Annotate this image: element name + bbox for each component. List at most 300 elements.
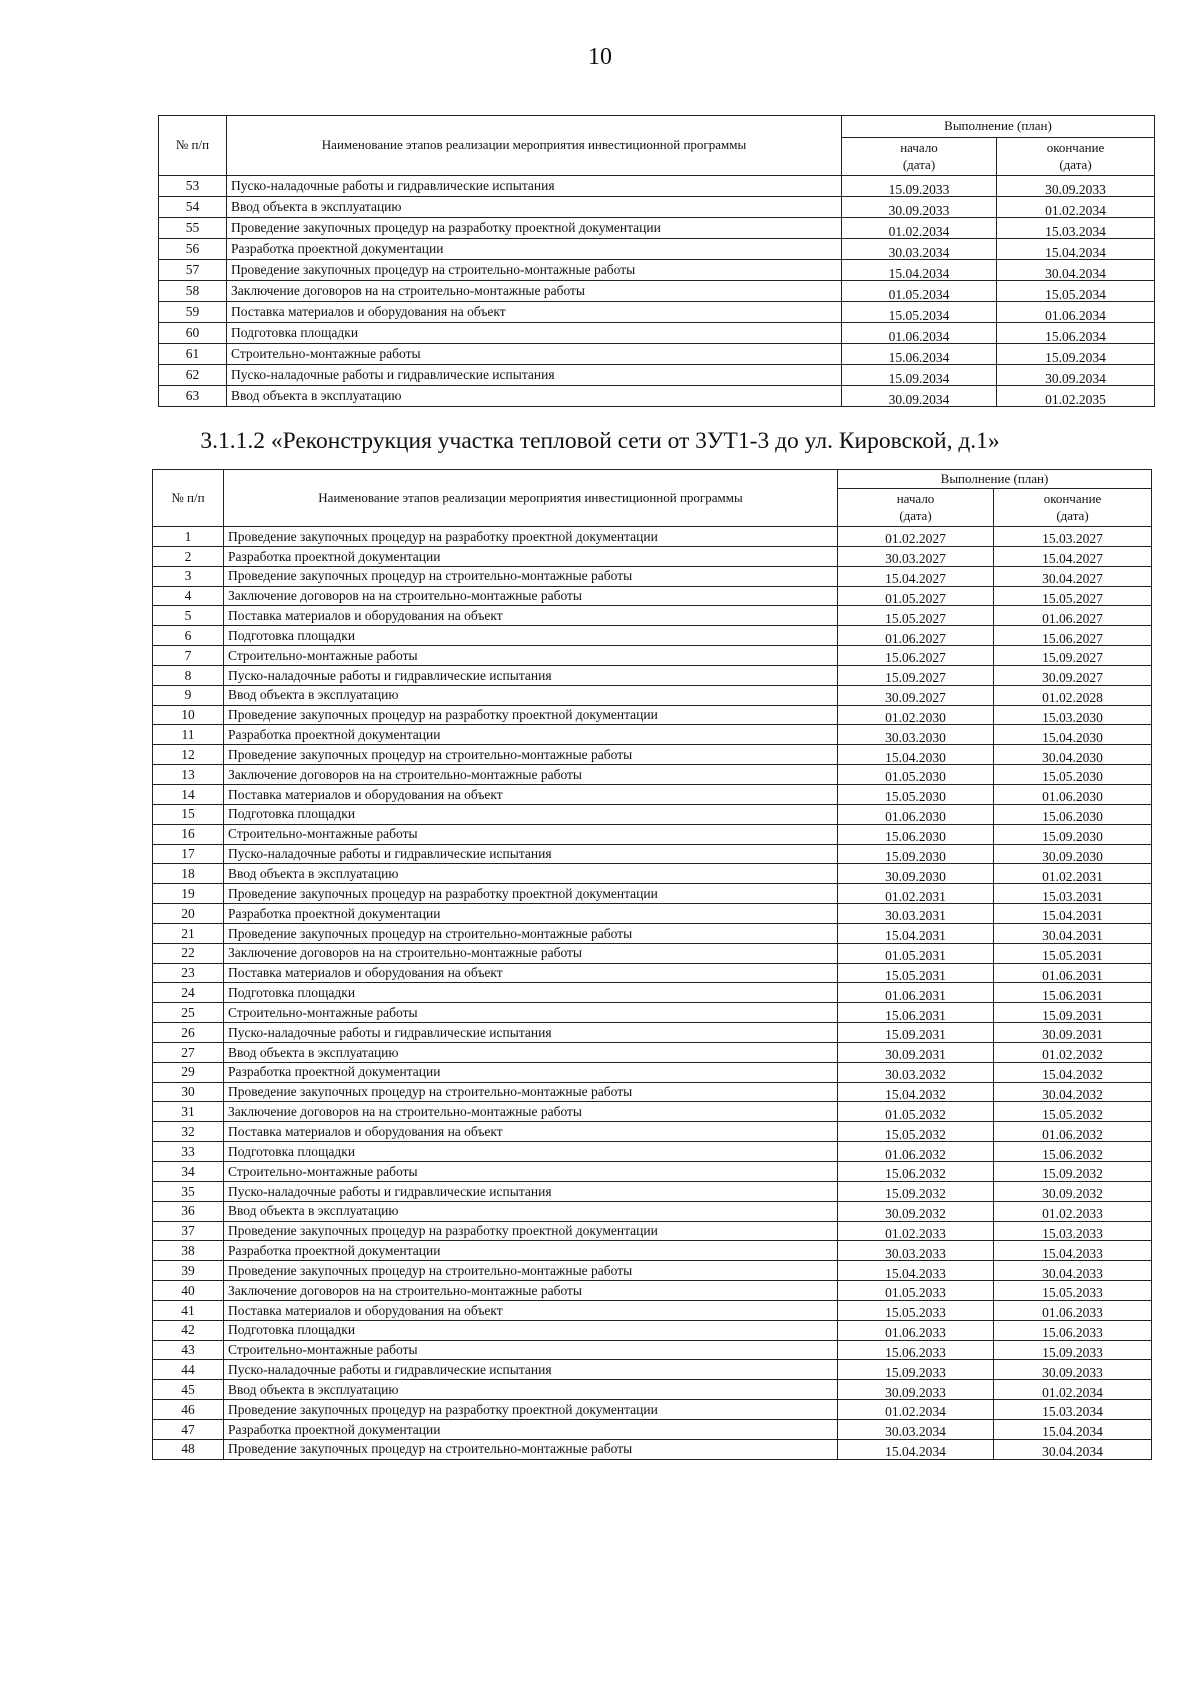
end-date: 15.05.2034	[997, 281, 1155, 302]
table-row	[153, 1261, 1152, 1281]
start-date: 15.04.2032	[838, 1082, 994, 1102]
schedule-table	[152, 469, 1152, 1460]
row-number: 14	[153, 784, 224, 804]
stage-name: Проведение закупочных процедур на разработку проектной документации	[224, 527, 838, 547]
stage-name: Проведение закупочных процедур на разработку проектной документации	[224, 1221, 838, 1241]
start-date: 15.09.2032	[838, 1181, 994, 1201]
stage-name: Строительно-монтажные работы	[227, 344, 842, 365]
table-row	[153, 1400, 1152, 1420]
row-number: 55	[159, 218, 227, 239]
start-date: 30.03.2034	[842, 239, 997, 260]
start-date: 30.03.2031	[838, 904, 994, 924]
stage-name: Разработка проектной документации	[224, 546, 838, 566]
end-date: 15.04.2034	[994, 1419, 1152, 1439]
start-date: 01.06.2027	[838, 626, 994, 646]
header-start-label: начало	[900, 140, 938, 156]
row-number: 6	[153, 626, 224, 646]
table-row	[153, 864, 1152, 884]
start-date: 15.09.2034	[842, 365, 997, 386]
end-date: 30.09.2033	[994, 1360, 1152, 1380]
start-date: 30.09.2027	[838, 685, 994, 705]
start-date: 15.04.2034	[838, 1439, 994, 1459]
end-date: 15.05.2027	[994, 586, 1152, 606]
start-date: 30.09.2031	[838, 1042, 994, 1062]
row-number: 46	[153, 1400, 224, 1420]
start-date: 15.09.2033	[838, 1360, 994, 1380]
header-start-date: (дата)	[902, 156, 936, 172]
table-row	[153, 546, 1152, 566]
row-number: 32	[153, 1122, 224, 1142]
stage-name: Проведение закупочных процедур на строительно-монтажные работы	[224, 923, 838, 943]
end-date: 30.04.2027	[994, 566, 1152, 586]
start-date: 15.09.2027	[838, 665, 994, 685]
stage-name: Заключение договоров на на строительно-монтажные работы	[224, 586, 838, 606]
stage-name: Проведение закупочных процедур на разработку проектной документации	[224, 705, 838, 725]
start-date: 15.04.2031	[838, 923, 994, 943]
row-number: 3	[153, 566, 224, 586]
end-date: 01.06.2032	[994, 1122, 1152, 1142]
page-number: 10	[588, 44, 612, 70]
table-row	[153, 1360, 1152, 1380]
header-end-date: (дата)	[1056, 507, 1089, 523]
end-date: 15.03.2027	[994, 527, 1152, 547]
stage-name: Пуско-наладочные работы и гидравлические испытания	[227, 176, 842, 197]
table-row	[153, 1281, 1152, 1301]
row-number: 60	[159, 323, 227, 344]
table-row	[153, 1062, 1152, 1082]
stage-name: Проведение закупочных процедур на разработку проектной документации	[227, 218, 842, 239]
stage-name: Пуско-наладочные работы и гидравлические испытания	[224, 1181, 838, 1201]
row-number: 42	[153, 1320, 224, 1340]
end-date: 15.04.2030	[994, 725, 1152, 745]
table-row	[153, 586, 1152, 606]
table-row	[153, 1340, 1152, 1360]
stage-name: Проведение закупочных процедур на строительно-монтажные работы	[224, 1261, 838, 1281]
stage-name: Разработка проектной документации	[224, 904, 838, 924]
end-date: 15.05.2030	[994, 765, 1152, 785]
stage-name: Пуско-наладочные работы и гидравлические испытания	[227, 365, 842, 386]
stage-name: Поставка материалов и оборудования на объект	[227, 302, 842, 323]
stage-name: Проведение закупочных процедур на строительно-монтажные работы	[224, 566, 838, 586]
start-date: 01.05.2027	[838, 586, 994, 606]
table-row	[153, 963, 1152, 983]
start-date: 01.05.2033	[838, 1281, 994, 1301]
row-number: 15	[153, 804, 224, 824]
start-date: 15.06.2034	[842, 344, 997, 365]
start-date: 30.09.2033	[842, 197, 997, 218]
table-row	[159, 260, 1155, 281]
stage-name: Поставка материалов и оборудования на объект	[224, 606, 838, 626]
table-row	[153, 804, 1152, 824]
stage-name: Строительно-монтажные работы	[224, 1340, 838, 1360]
start-date: 15.05.2032	[838, 1122, 994, 1142]
end-date: 15.09.2031	[994, 1003, 1152, 1023]
row-number: 39	[153, 1261, 224, 1281]
end-date: 30.04.2031	[994, 923, 1152, 943]
end-date: 01.02.2035	[997, 386, 1155, 407]
header-num: № п/п	[153, 470, 224, 527]
start-date: 15.06.2031	[838, 1003, 994, 1023]
schedule-table-continued	[158, 115, 1155, 407]
stage-name: Разработка проектной документации	[224, 1241, 838, 1261]
stage-name: Ввод объекта в эксплуатацию	[224, 1201, 838, 1221]
stage-name: Поставка материалов и оборудования на объект	[224, 963, 838, 983]
table-row	[159, 197, 1155, 218]
row-number: 33	[153, 1142, 224, 1162]
stage-name: Разработка проектной документации	[227, 239, 842, 260]
row-number: 18	[153, 864, 224, 884]
start-date: 15.05.2034	[842, 302, 997, 323]
end-date: 30.09.2027	[994, 665, 1152, 685]
stage-name: Поставка материалов и оборудования на объект	[224, 1122, 838, 1142]
table-row	[153, 1122, 1152, 1142]
end-date: 01.02.2031	[994, 864, 1152, 884]
row-number: 30	[153, 1082, 224, 1102]
stage-name: Поставка материалов и оборудования на объект	[224, 1300, 838, 1320]
row-number: 35	[153, 1181, 224, 1201]
row-number: 21	[153, 923, 224, 943]
row-number: 19	[153, 884, 224, 904]
header-end	[997, 138, 1155, 176]
start-date: 30.03.2027	[838, 546, 994, 566]
start-date: 01.02.2033	[838, 1221, 994, 1241]
start-date: 30.03.2030	[838, 725, 994, 745]
row-number: 1	[153, 527, 224, 547]
table-row	[153, 705, 1152, 725]
stage-name: Проведение закупочных процедур на строительно-монтажные работы	[227, 260, 842, 281]
stage-name: Пуско-наладочные работы и гидравлические испытания	[224, 844, 838, 864]
end-date: 15.04.2032	[994, 1062, 1152, 1082]
row-number: 11	[153, 725, 224, 745]
table-row	[153, 784, 1152, 804]
table-row	[153, 1439, 1152, 1459]
start-date: 15.05.2027	[838, 606, 994, 626]
end-date: 30.04.2030	[994, 745, 1152, 765]
header-execution: Выполнение (план)	[842, 116, 1155, 138]
table-row	[153, 665, 1152, 685]
row-number: 57	[159, 260, 227, 281]
table-row	[153, 745, 1152, 765]
end-date: 30.09.2034	[997, 365, 1155, 386]
table-row	[153, 1241, 1152, 1261]
stage-name: Строительно-монтажные работы	[224, 646, 838, 666]
header-end	[994, 489, 1152, 527]
start-date: 01.02.2034	[842, 218, 997, 239]
start-date: 30.03.2033	[838, 1241, 994, 1261]
start-date: 01.02.2034	[838, 1400, 994, 1420]
stage-name: Строительно-монтажные работы	[224, 1162, 838, 1182]
start-date: 01.06.2033	[838, 1320, 994, 1340]
end-date: 30.09.2032	[994, 1181, 1152, 1201]
table-row	[153, 923, 1152, 943]
header-name: Наименование этапов реализации мероприятия инвестиционной программы	[227, 116, 842, 176]
end-date: 15.04.2033	[994, 1241, 1152, 1261]
end-date: 15.03.2034	[994, 1400, 1152, 1420]
end-date: 30.04.2033	[994, 1261, 1152, 1281]
stage-name: Подготовка площадки	[224, 804, 838, 824]
table-row	[153, 566, 1152, 586]
stage-name: Подготовка площадки	[224, 1142, 838, 1162]
end-date: 15.04.2031	[994, 904, 1152, 924]
table-row	[153, 1221, 1152, 1241]
row-number: 31	[153, 1102, 224, 1122]
stage-name: Разработка проектной документации	[224, 725, 838, 745]
start-date: 30.09.2034	[842, 386, 997, 407]
stage-name: Подготовка площадки	[224, 1320, 838, 1340]
row-number: 16	[153, 824, 224, 844]
end-date: 15.05.2031	[994, 943, 1152, 963]
header-start-date: (дата)	[899, 507, 932, 523]
row-number: 47	[153, 1419, 224, 1439]
start-date: 15.05.2033	[838, 1300, 994, 1320]
header-end-label: окончание	[1043, 491, 1102, 507]
stage-name: Заключение договоров на на строительно-монтажные работы	[224, 943, 838, 963]
table-row	[153, 626, 1152, 646]
row-number: 29	[153, 1062, 224, 1082]
end-date: 15.03.2034	[997, 218, 1155, 239]
start-date: 15.06.2030	[838, 824, 994, 844]
table-row	[153, 884, 1152, 904]
row-number: 20	[153, 904, 224, 924]
start-date: 15.04.2033	[838, 1261, 994, 1281]
stage-name: Проведение закупочных процедур на строительно-монтажные работы	[224, 1439, 838, 1459]
stage-name: Подготовка площадки	[224, 983, 838, 1003]
stage-name: Пуско-наладочные работы и гидравлические испытания	[224, 665, 838, 685]
row-number: 36	[153, 1201, 224, 1221]
row-number: 48	[153, 1439, 224, 1459]
stage-name: Проведение закупочных процедур на разработку проектной документации	[224, 884, 838, 904]
start-date: 01.06.2031	[838, 983, 994, 1003]
header-name: Наименование этапов реализации мероприятия инвестиционной программы	[224, 470, 838, 527]
start-date: 01.06.2032	[838, 1142, 994, 1162]
start-date: 15.09.2030	[838, 844, 994, 864]
end-date: 15.09.2027	[994, 646, 1152, 666]
start-date: 15.04.2027	[838, 566, 994, 586]
start-date: 15.09.2033	[842, 176, 997, 197]
start-date: 15.04.2030	[838, 745, 994, 765]
table-row	[153, 904, 1152, 924]
stage-name: Поставка материалов и оборудования на объект	[224, 784, 838, 804]
row-number: 56	[159, 239, 227, 260]
stage-name: Пуско-наладочные работы и гидравлические испытания	[224, 1023, 838, 1043]
row-number: 40	[153, 1281, 224, 1301]
end-date: 30.09.2030	[994, 844, 1152, 864]
stage-name: Заключение договоров на на строительно-монтажные работы	[224, 765, 838, 785]
end-date: 15.03.2033	[994, 1221, 1152, 1241]
stage-name: Проведение закупочных процедур на строительно-монтажные работы	[224, 745, 838, 765]
table-row	[159, 176, 1155, 197]
stage-name: Заключение договоров на на строительно-монтажные работы	[227, 281, 842, 302]
end-date: 01.06.2031	[994, 963, 1152, 983]
stage-name: Ввод объекта в эксплуатацию	[224, 1380, 838, 1400]
table-row	[153, 1320, 1152, 1340]
header-end-label: окончание	[1046, 140, 1105, 156]
table-row	[153, 943, 1152, 963]
row-number: 61	[159, 344, 227, 365]
row-number: 27	[153, 1042, 224, 1062]
table-row	[153, 1181, 1152, 1201]
row-number: 7	[153, 646, 224, 666]
end-date: 30.09.2031	[994, 1023, 1152, 1043]
end-date: 15.06.2033	[994, 1320, 1152, 1340]
table-row	[153, 1380, 1152, 1400]
row-number: 9	[153, 685, 224, 705]
table-row	[159, 365, 1155, 386]
end-date: 15.06.2027	[994, 626, 1152, 646]
table-row	[153, 1003, 1152, 1023]
start-date: 30.09.2032	[838, 1201, 994, 1221]
row-number: 34	[153, 1162, 224, 1182]
table-row	[153, 606, 1152, 626]
stage-name: Ввод объекта в эксплуатацию	[227, 197, 842, 218]
stage-name: Строительно-монтажные работы	[224, 1003, 838, 1023]
end-date: 01.02.2032	[994, 1042, 1152, 1062]
row-number: 53	[159, 176, 227, 197]
row-number: 38	[153, 1241, 224, 1261]
end-date: 15.06.2034	[997, 323, 1155, 344]
stage-name: Строительно-монтажные работы	[224, 824, 838, 844]
table-row	[153, 983, 1152, 1003]
table-row	[159, 344, 1155, 365]
row-number: 43	[153, 1340, 224, 1360]
table-row	[153, 1042, 1152, 1062]
header-execution: Выполнение (план)	[838, 470, 1152, 489]
end-date: 01.02.2033	[994, 1201, 1152, 1221]
end-date: 30.04.2032	[994, 1082, 1152, 1102]
start-date: 01.02.2027	[838, 527, 994, 547]
start-date: 15.04.2034	[842, 260, 997, 281]
row-number: 12	[153, 745, 224, 765]
end-date: 15.09.2032	[994, 1162, 1152, 1182]
table-row	[159, 386, 1155, 407]
stage-name: Разработка проектной документации	[224, 1419, 838, 1439]
stage-name: Подготовка площадки	[227, 323, 842, 344]
table-row	[153, 844, 1152, 864]
row-number: 41	[153, 1300, 224, 1320]
stage-name: Подготовка площадки	[224, 626, 838, 646]
stage-name: Пуско-наладочные работы и гидравлические испытания	[224, 1360, 838, 1380]
header-end-date: (дата)	[1059, 156, 1092, 172]
end-date: 30.09.2033	[997, 176, 1155, 197]
end-date: 30.04.2034	[997, 260, 1155, 281]
end-date: 15.09.2034	[997, 344, 1155, 365]
header-start	[842, 138, 997, 176]
end-date: 01.06.2027	[994, 606, 1152, 626]
start-date: 15.06.2032	[838, 1162, 994, 1182]
end-date: 01.02.2028	[994, 685, 1152, 705]
table-row	[153, 1300, 1152, 1320]
end-date: 15.06.2030	[994, 804, 1152, 824]
row-number: 13	[153, 765, 224, 785]
table-row	[153, 725, 1152, 745]
header-start-label: начало	[896, 491, 935, 507]
end-date: 15.09.2030	[994, 824, 1152, 844]
row-number: 44	[153, 1360, 224, 1380]
table-row	[153, 824, 1152, 844]
row-number: 62	[159, 365, 227, 386]
header-num: № п/п	[159, 116, 227, 176]
row-number: 8	[153, 665, 224, 685]
start-date: 01.05.2034	[842, 281, 997, 302]
row-number: 24	[153, 983, 224, 1003]
start-date: 01.02.2031	[838, 884, 994, 904]
stage-name: Ввод объекта в эксплуатацию	[224, 685, 838, 705]
start-date: 01.02.2030	[838, 705, 994, 725]
end-date: 15.09.2033	[994, 1340, 1152, 1360]
end-date: 01.02.2034	[994, 1380, 1152, 1400]
start-date: 15.06.2033	[838, 1340, 994, 1360]
end-date: 01.06.2030	[994, 784, 1152, 804]
section-title: 3.1.1.2 «Реконструкция участка тепловой сети от 3УТ1-3 до ул. Кировской, д.1»	[200, 428, 1000, 454]
table-row	[153, 646, 1152, 666]
stage-name: Ввод объекта в эксплуатацию	[224, 1042, 838, 1062]
stage-name: Заключение договоров на на строительно-монтажные работы	[224, 1102, 838, 1122]
start-date: 01.06.2030	[838, 804, 994, 824]
start-date: 01.05.2030	[838, 765, 994, 785]
end-date: 30.04.2034	[994, 1439, 1152, 1459]
end-date: 01.06.2033	[994, 1300, 1152, 1320]
table-row	[159, 218, 1155, 239]
table-row	[159, 239, 1155, 260]
start-date: 30.03.2034	[838, 1419, 994, 1439]
start-date: 30.03.2032	[838, 1062, 994, 1082]
table-row	[159, 281, 1155, 302]
table-row	[153, 1419, 1152, 1439]
end-date: 15.04.2034	[997, 239, 1155, 260]
row-number: 26	[153, 1023, 224, 1043]
table-row	[153, 765, 1152, 785]
start-date: 15.06.2027	[838, 646, 994, 666]
end-date: 15.06.2032	[994, 1142, 1152, 1162]
row-number: 37	[153, 1221, 224, 1241]
row-number: 58	[159, 281, 227, 302]
row-number: 5	[153, 606, 224, 626]
end-date: 15.05.2033	[994, 1281, 1152, 1301]
stage-name: Проведение закупочных процедур на строительно-монтажные работы	[224, 1082, 838, 1102]
row-number: 63	[159, 386, 227, 407]
stage-name: Разработка проектной документации	[224, 1062, 838, 1082]
table-row	[159, 302, 1155, 323]
table-row	[153, 1201, 1152, 1221]
end-date: 15.03.2030	[994, 705, 1152, 725]
header-start	[838, 489, 994, 527]
row-number: 59	[159, 302, 227, 323]
stage-name: Проведение закупочных процедур на разработку проектной документации	[224, 1400, 838, 1420]
table-row	[153, 1082, 1152, 1102]
table-row	[153, 1102, 1152, 1122]
table-row	[153, 685, 1152, 705]
end-date: 15.04.2027	[994, 546, 1152, 566]
row-number: 2	[153, 546, 224, 566]
end-date: 15.05.2032	[994, 1102, 1152, 1122]
stage-name: Заключение договоров на на строительно-монтажные работы	[224, 1281, 838, 1301]
row-number: 45	[153, 1380, 224, 1400]
start-date: 01.06.2034	[842, 323, 997, 344]
end-date: 01.06.2034	[997, 302, 1155, 323]
row-number: 4	[153, 586, 224, 606]
table-row	[153, 1142, 1152, 1162]
row-number: 10	[153, 705, 224, 725]
end-date: 15.06.2031	[994, 983, 1152, 1003]
start-date: 15.09.2031	[838, 1023, 994, 1043]
start-date: 01.05.2032	[838, 1102, 994, 1122]
table-row	[153, 1023, 1152, 1043]
stage-name: Ввод объекта в эксплуатацию	[227, 386, 842, 407]
start-date: 01.05.2031	[838, 943, 994, 963]
end-date: 15.03.2031	[994, 884, 1152, 904]
table-row	[153, 527, 1152, 547]
row-number: 17	[153, 844, 224, 864]
